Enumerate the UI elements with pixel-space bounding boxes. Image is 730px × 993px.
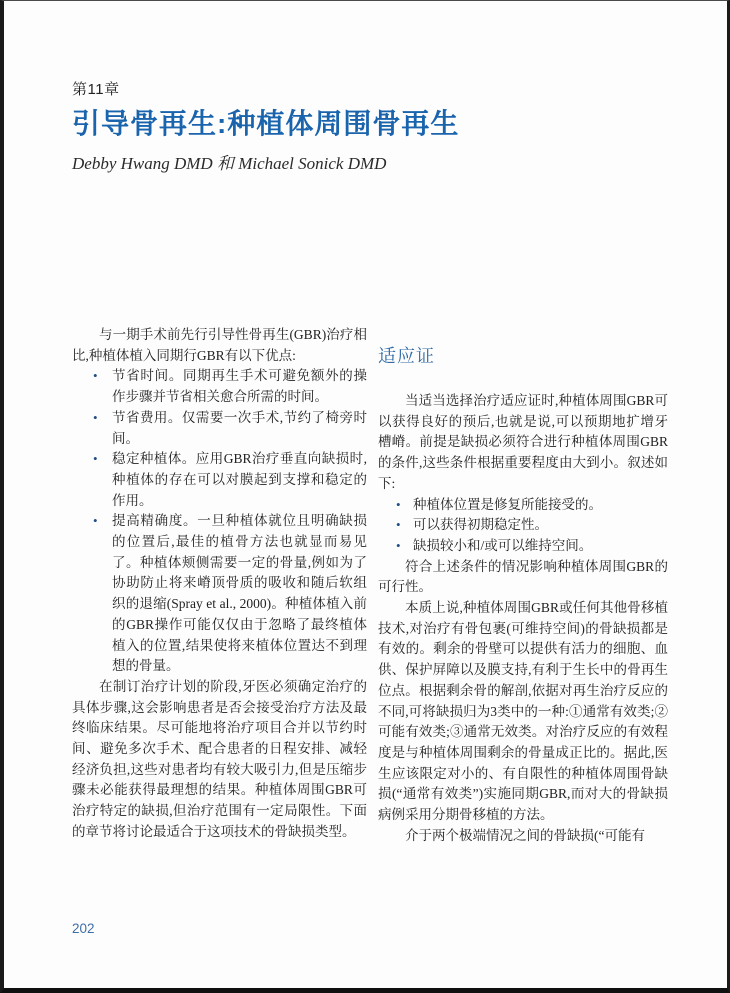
body-columns bbox=[72, 325, 668, 846]
left-column bbox=[72, 325, 367, 846]
paragraph-partial: 介于两个极端情况之间的骨缺损(“可能有 bbox=[405, 827, 645, 843]
list-item-text: 种植体位置是修复所能接受的。 bbox=[413, 496, 602, 512]
bullet-icon: • bbox=[396, 537, 401, 553]
list-item bbox=[378, 515, 668, 536]
indications-heading: 适应证 bbox=[378, 346, 435, 366]
paragraph-indications-intro: 当适当选择治疗适应证时,种植体周围GBR可以获得良好的预后,也就是说,可以预期地扩增牙槽嵴。前提是缺损必须符合进行种植体周围GBR的条件,这些条件根据重要程度由大到小。叙述如下: bbox=[378, 393, 668, 491]
list-item-text: 缺损较小和/或可以维持空间。 bbox=[413, 537, 593, 553]
paragraph-planning: 在制订治疗计划的阶段,牙医必须确定治疗的具体步骤,这会影响患者是否会接受治疗方法及最终临床结果。尽可能地将治疗项目合并以节约时间、避免多次手术、配合患者的日程安排、减轻经济负担,这些对患者均有较大吸引力,但是压缩步骤未必能获得最理想的结果。种植体周围GBR可治疗特定的缺损,但治疗范围有一定局限性。下面的章节将讨论最适合于这项技术的骨缺损类型。 bbox=[72, 678, 367, 839]
conditions-list bbox=[378, 495, 668, 557]
authors-line: Debby Hwang DMD 和 Michael Sonick DMD bbox=[72, 154, 387, 173]
page-title: 引导骨再生:种植体周围骨再生 bbox=[72, 108, 460, 139]
bullet-icon: • bbox=[396, 496, 401, 512]
bullet-icon: • bbox=[93, 368, 98, 384]
list-item-text: 可以获得初期稳定性。 bbox=[413, 517, 548, 533]
bullet-icon: • bbox=[93, 513, 98, 529]
list-item bbox=[378, 536, 668, 557]
list-item-text: 稳定种植体。应用GBR治疗垂直向缺损时,种植体的存在可以对膜起到支撑和稳定的作用。 bbox=[112, 451, 367, 508]
right-column bbox=[378, 325, 668, 846]
paragraph-feasibility: 符合上述条件的情况影响种植体周围GBR的可行性。 bbox=[378, 558, 668, 595]
bullet-icon: • bbox=[396, 517, 401, 533]
list-item bbox=[72, 366, 367, 407]
list-item bbox=[72, 449, 367, 511]
chapter-label: 第11章 bbox=[72, 81, 120, 98]
list-item-text: 节省费用。仅需要一次手术,节约了椅旁时间。 bbox=[112, 409, 367, 446]
list-item bbox=[378, 495, 668, 516]
list-item bbox=[72, 408, 367, 449]
paragraph-intro: 与一期手术前先行引导性骨再生(GBR)治疗相比,种植体植入同期行GBR有以下优点: bbox=[72, 327, 367, 363]
bullet-icon: • bbox=[93, 451, 98, 467]
list-item-text: 节省时间。同期再生手术可避免额外的操作步骤并节省相关愈合所需的时间。 bbox=[112, 368, 367, 405]
advantages-list bbox=[72, 366, 367, 677]
bullet-icon: • bbox=[93, 409, 98, 425]
paragraph-classification: 本质上说,种植体周围GBR或任何其他骨移植技术,对治疗有骨包裹(可维持空间)的骨缺损都是有效的。剩余的骨壁可以提供有活力的细胞、血供、保护屏障以及膜支持,有利于生长中的骨再生位点。根据剩余骨的解剖,依据对再生治疗反应的不同,可将缺损归为3类中的一种:①通常有效类;②可能有效类;③通常无效类。对治疗反应的有效程度是与种植体周围剩余的骨量成正比的。据此,医生应该限定对小的、有自限性的种植体周围骨缺损(“通常有效类”)实施同期GBR,而对大的骨缺损病例采用分期骨移植的方法。 bbox=[378, 600, 668, 823]
page-number: 202 bbox=[72, 921, 95, 936]
list-item-text: 提高精确度。一旦种植体就位且明确缺损的位置后,最佳的植骨方法也就显而易见了。种植体颊侧需要一定的骨量,例如为了协助防止将来嵴顶骨质的吸收和随后软组织的退缩(Spray et al., 2000)。种植体植入前的GBR操作可能仅仅由于忽略了最终植体植入的位置,结果使将来植体位置达不到理想的骨量。 bbox=[112, 513, 367, 674]
page-content bbox=[4, 1, 727, 846]
list-item bbox=[72, 511, 367, 677]
